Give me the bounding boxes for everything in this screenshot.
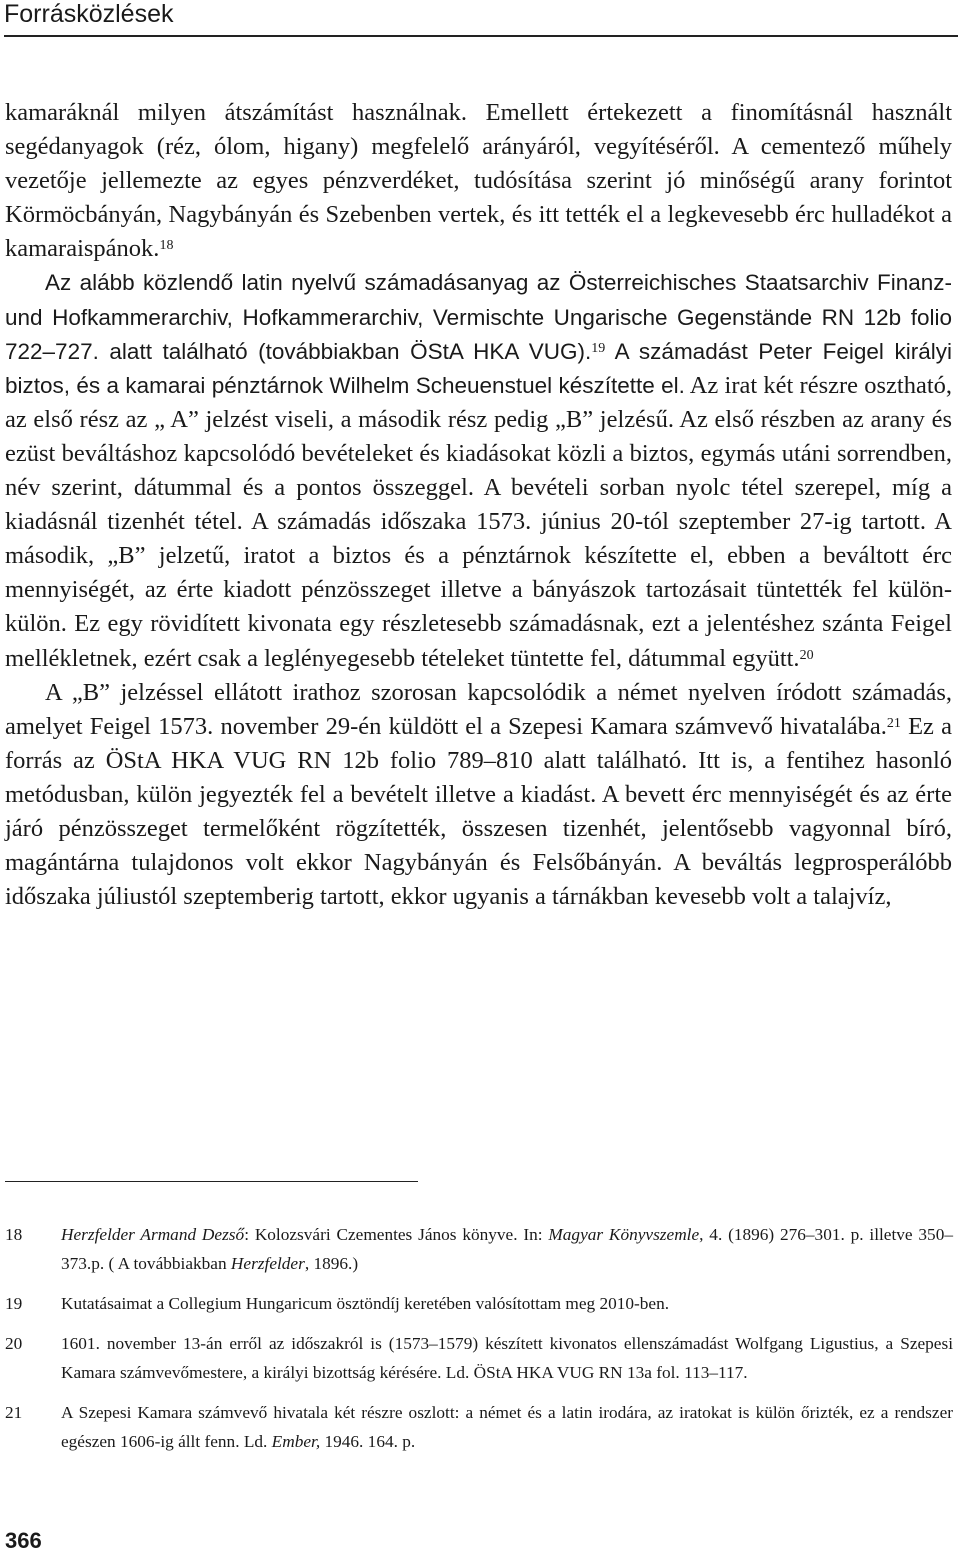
- footnote-20: [5, 1329, 953, 1387]
- paragraph-3: [5, 676, 952, 915]
- footnote-text: Kutatásaimat a Collegium Hungaricum ösztöndíj keretében valósítottam meg 2010-ben.: [61, 1294, 670, 1313]
- footnote-ref-18[interactable]: 18: [159, 238, 174, 254]
- footnote-number: 21: [5, 1403, 23, 1422]
- paragraph-2-text-b: A számadást Peter Feigel királyi biztos, és a kamarai pénztárnok Wilhelm Scheuenstuel készítette el.: [5, 338, 952, 398]
- paragraph-2-text-c: Az irat két részre osztható, az első rész az „ A” jelzést viseli, a második rész pedig „B” jelzésű. Az első részben az arany és ezüst beváltáshoz kapcsolódó bevételeket és kiadásokat közli a biztos, egymás utáni sorrendben, név szerint, dátummal és a pontos összeggel. A bevételi sorban nyolc tétel szerepel, míg a kiadásnál tizenhét tétel. A számadás időszaka 1573. június 20-tól szeptember 27-ig tartott. A második, „B” jelzetű, iratot a biztos és a pénztárnok készítette el, ebben a beváltott érc mennyiségét, az érte kiadott pénzösszeget illetve a bányászok tartozásait tüntették fel külön-külön. Ez egy rövidített kivonata egy részletesebb számadásnak, ezt a jelentéshez szánta Feigel mellékletnek, ezért csak a leglényegesebb tételeket tüntette fel, dátummal együtt.: [5, 371, 953, 672]
- paragraph-3-text-b: Ez a forrás az ÖStA HKA VUG RN 12b folio 789–810 alatt található. Itt is, a fentihez hasonló metódusban, külön jegyezték fel a bevételt illetve a kiadást. A bevett érc mennyiségét és az érte járó pénzösszeget termelőként rögzítették, összesen tizenhét, jelentősebb vagyonnal bíró, magántárna tulajdonos volt ekkor Nagybányán és Felsőbányán. A beváltás legprosperálóbb időszaka júliustól szeptemberig tartott, ekkor ugyanis a tárnákban kevesebb volt a talajvíz,: [5, 712, 952, 911]
- running-header-title: Forrásközlések: [4, 0, 174, 28]
- footnote-number: 19: [5, 1294, 23, 1313]
- paragraph-2-text-a: Az alább közlendő latin nyelvű számadásanyag az Österreichisches Staatsarchiv Finanz- und Hofkammerarchiv, Hofkammerarchiv, Vermischte Ungarische Gegenstände RN 12b folio 722–727. alatt található (továbbiakban ÖStA HKA VUG).: [5, 270, 952, 364]
- footnote-text-part: 1946. 164. p.: [320, 1432, 416, 1451]
- footnote-text-part: , 4. (1896) 276–301. p. illetve 350–373.p. ( A továbbiakban: [61, 1225, 953, 1273]
- paragraph-1-text: kamaráknál milyen átszámítást használnak. Emellett értekezett a finomításnál használt segédanyagok (réz, ólom, higany) megfelelő arányáról, vegyítéséről. A cementező műhely vezetője jellemezte az egyes pénzverdéket, tudósítása szerint jó minőségű arany forintot Körmöcbányán, Nagybányán és Szebenben vertek, és itt tették el a legkevesebb érc hulladékot a kamaraispánok.: [5, 99, 952, 263]
- footnote-ref-19[interactable]: 19: [591, 340, 606, 356]
- footnote-text: [61, 1403, 953, 1451]
- footnote-text: [61, 1225, 953, 1273]
- footnotes: [5, 1220, 953, 1467]
- footnote-text: 1601. november 13-án erről az időszakról is (1573–1579) készített kivonatos ellenszámadást Wolfgang Ligustius, a Szepesi Kamara számvevőmestere, a királyi bizottság kérésére. Ld. ÖStA HKA VUG RN 13a fol. 113–117.: [61, 1334, 953, 1382]
- paragraph-2: [5, 266, 952, 675]
- footnote-ref-20[interactable]: 20: [799, 647, 814, 663]
- footnote-short-title: Herzfelder: [230, 1254, 305, 1273]
- page-number: 366: [5, 1528, 42, 1553]
- header-rule: [4, 35, 958, 37]
- footnote-short-title: Ember,: [271, 1432, 321, 1451]
- paragraph-3-text-a: A „B” jelzéssel ellátott irathoz szorosan kapcsolódik a német nyelven íródott számadás, amelyet Feigel 1573. november 29-én küldött el a Szepesi Kamara számvevő hivatalába.: [5, 678, 952, 740]
- running-header: [0, 0, 960, 40]
- footnote-text-part: , 1896.): [304, 1254, 359, 1273]
- paragraph-1: [5, 96, 952, 266]
- footnote-21: [5, 1398, 953, 1456]
- footnote-19: [5, 1289, 953, 1318]
- footnote-number: 18: [5, 1225, 23, 1244]
- main-text: [5, 96, 952, 914]
- footnote-journal: Magyar Könyvszemle: [548, 1225, 700, 1244]
- footnote-author: Herzfelder Armand Dezső: [61, 1225, 245, 1244]
- footnote-rule: [5, 1181, 418, 1182]
- footnote-text-part: A Szepesi Kamara számvevő hivatala két részre oszlott: a német és a latin irodára, az iratokat is külön őrizték, ez a rendszer egészen 1606-ig állt fenn. Ld.: [61, 1403, 953, 1451]
- footnote-number: 20: [5, 1334, 23, 1353]
- footnote-text-part: : Kolozsvári Czementes János könyve. In:: [244, 1225, 549, 1244]
- footnote-18: [5, 1220, 953, 1278]
- footnote-ref-21[interactable]: 21: [886, 715, 901, 731]
